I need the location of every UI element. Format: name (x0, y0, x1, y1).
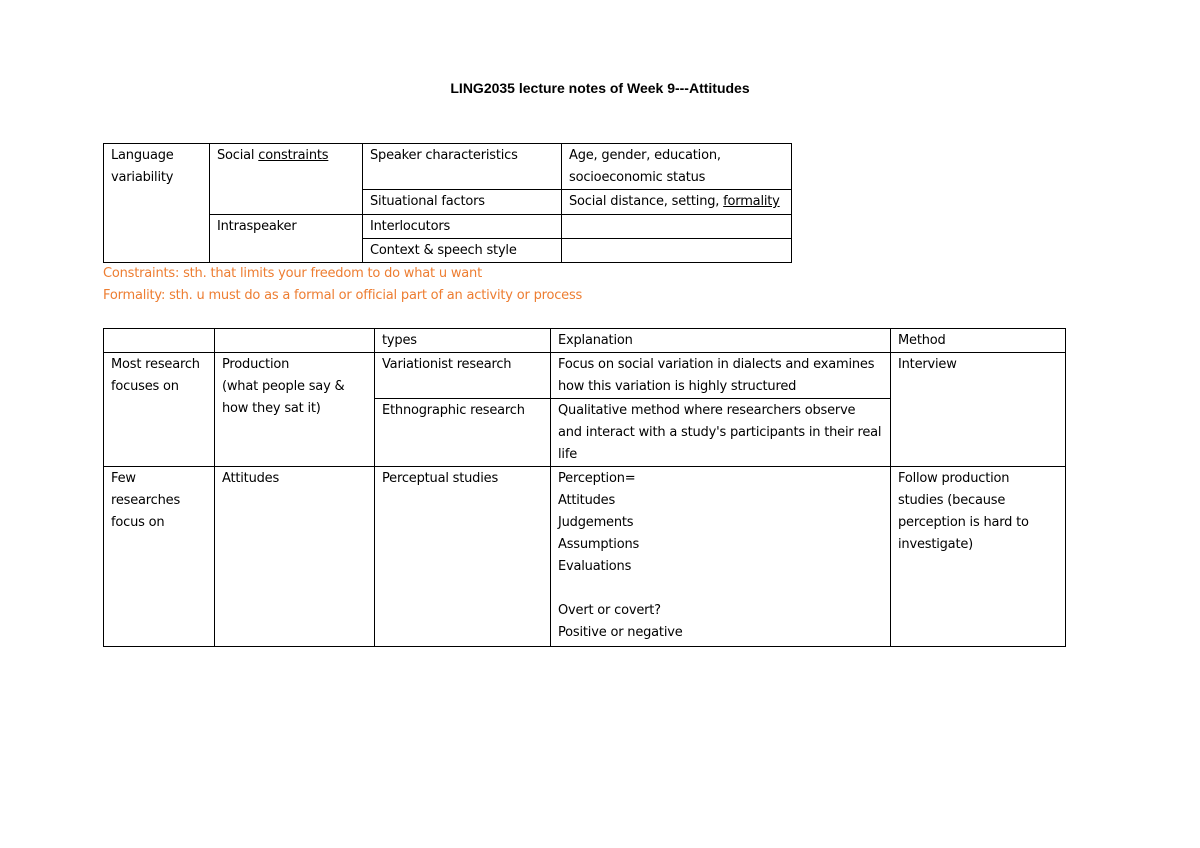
table-header-row (104, 329, 1066, 353)
document-title: LING2035 lecture notes of Week 9---Attitudes (450, 80, 750, 96)
column-header (215, 329, 375, 353)
table-cell: Context & speech style (363, 239, 562, 263)
table-cell: Situational factors (363, 190, 562, 215)
table-cell: Follow production studies (because perception is hard to investigate) (891, 467, 1066, 647)
research-types-table (103, 328, 1066, 647)
table-cell: Perception= Attitudes Judgements Assumptions Evaluations Overt or covert? Positive or negative (551, 467, 891, 647)
table-row (104, 144, 792, 190)
table-row (104, 353, 1066, 399)
column-header: types (375, 329, 551, 353)
note-line: Formality: sth. u must do as a formal or official part of an activity or process (103, 288, 583, 303)
table-cell: Speaker characteristics (363, 144, 562, 190)
column-header: Explanation (551, 329, 891, 353)
table-cell: Few researches focus on (104, 467, 215, 647)
cell-text: Social (217, 148, 259, 163)
table-cell: Age, gender, education, socioeconomic status (562, 144, 792, 190)
table-cell: Language variability (104, 144, 210, 263)
column-header: Method (891, 329, 1066, 353)
table-cell (210, 144, 363, 215)
definition-notes (103, 263, 582, 307)
table-cell: Focus on social variation in dialects and examines how this variation is highly structured (551, 353, 891, 399)
underlined-term: constraints (258, 148, 329, 163)
table-cell: Intraspeaker (210, 215, 363, 263)
table-cell: Ethnographic research (375, 399, 551, 467)
table-cell: Interlocutors (363, 215, 562, 239)
column-header (104, 329, 215, 353)
note-line: Constraints: sth. that limits your freedom to do what u want (103, 266, 482, 281)
language-variability-table (103, 143, 792, 263)
table-cell (562, 190, 792, 215)
table-cell: Production (what people say & how they sat it) (215, 353, 375, 467)
table-cell (562, 215, 792, 239)
table-row (104, 467, 1066, 647)
table-cell: Variationist research (375, 353, 551, 399)
table-cell: Qualitative method where researchers observe and interact with a study's participants in their real life (551, 399, 891, 467)
table-cell: Attitudes (215, 467, 375, 647)
table-cell: Most research focuses on (104, 353, 215, 467)
table-cell (562, 239, 792, 263)
cell-text: Social distance, setting, (569, 194, 724, 209)
table-cell: Interview (891, 353, 1066, 467)
underlined-term: formality (723, 194, 780, 209)
table-cell: Perceptual studies (375, 467, 551, 647)
